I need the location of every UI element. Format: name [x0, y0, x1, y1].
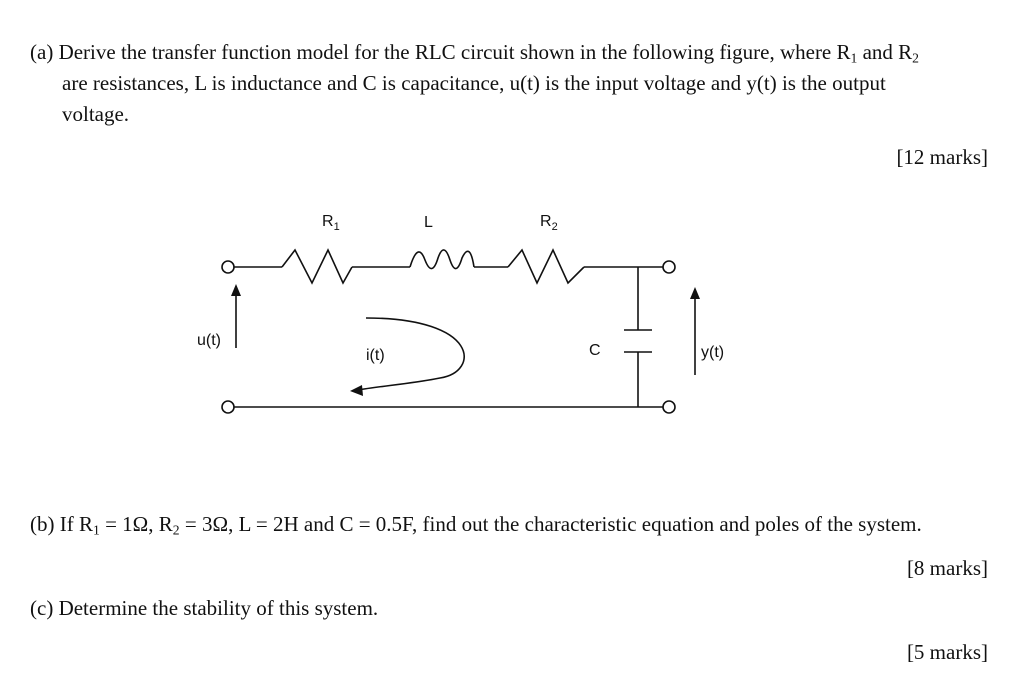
part-a-text-and: and R: [857, 40, 913, 64]
output-top-terminal: [663, 261, 675, 273]
part-b-text: [30, 508, 922, 540]
part-a-marks: [12 marks]: [896, 145, 988, 169]
part-a-text-line1: Derive the transfer function model for the RLC circuit shown in the following figure, where R: [58, 40, 851, 64]
part-b-r2-subscript: 2: [172, 522, 180, 538]
c-label: C: [589, 342, 601, 359]
part-c-label: (c): [30, 596, 54, 620]
current-arrowhead: [350, 385, 363, 396]
part-c-text: [30, 592, 378, 624]
part-c-marks: [5 marks]: [906, 640, 988, 664]
r2-label: $R_2$: [540, 213, 558, 233]
part-b-text-mid2: = 3Ω, L = 2H and C = 0.5F, find out the characteristic equation and poles of the system.: [179, 512, 922, 536]
part-b-text-pre: If R: [59, 512, 93, 536]
part-b-r1-subscript: 1: [93, 522, 100, 538]
output-arrowhead: [690, 287, 700, 299]
input-voltage-label: u(t): [197, 332, 221, 349]
resistor-r1: [282, 250, 352, 283]
l-label: L: [424, 214, 433, 231]
part-c-question: Determine the stability of this system.: [58, 596, 379, 620]
part-a-label: (a): [30, 40, 54, 64]
inductor-l: [410, 250, 474, 269]
part-b-text-mid1: = 1Ω, R: [99, 512, 173, 536]
part-b-label: (b): [30, 512, 55, 536]
part-a-line2: are resistances, L is inductance and C is capacitance, u(t) is the input voltage and y(t) is the output: [62, 71, 886, 95]
current-label: i(t): [366, 347, 385, 364]
part-a-line3: voltage.: [62, 102, 130, 126]
r2-subscript: 2: [912, 50, 919, 66]
output-bottom-terminal: [663, 401, 675, 413]
resistor-r2: [508, 250, 584, 283]
part-b-marks: [8 marks]: [906, 556, 988, 580]
output-voltage-label: y(t): [701, 344, 725, 361]
input-top-terminal: [222, 261, 234, 273]
input-bottom-terminal: [222, 401, 234, 413]
r1-label: $R_1$: [322, 213, 340, 233]
input-arrowhead: [231, 284, 241, 296]
r1-subscript: 1: [850, 50, 858, 66]
